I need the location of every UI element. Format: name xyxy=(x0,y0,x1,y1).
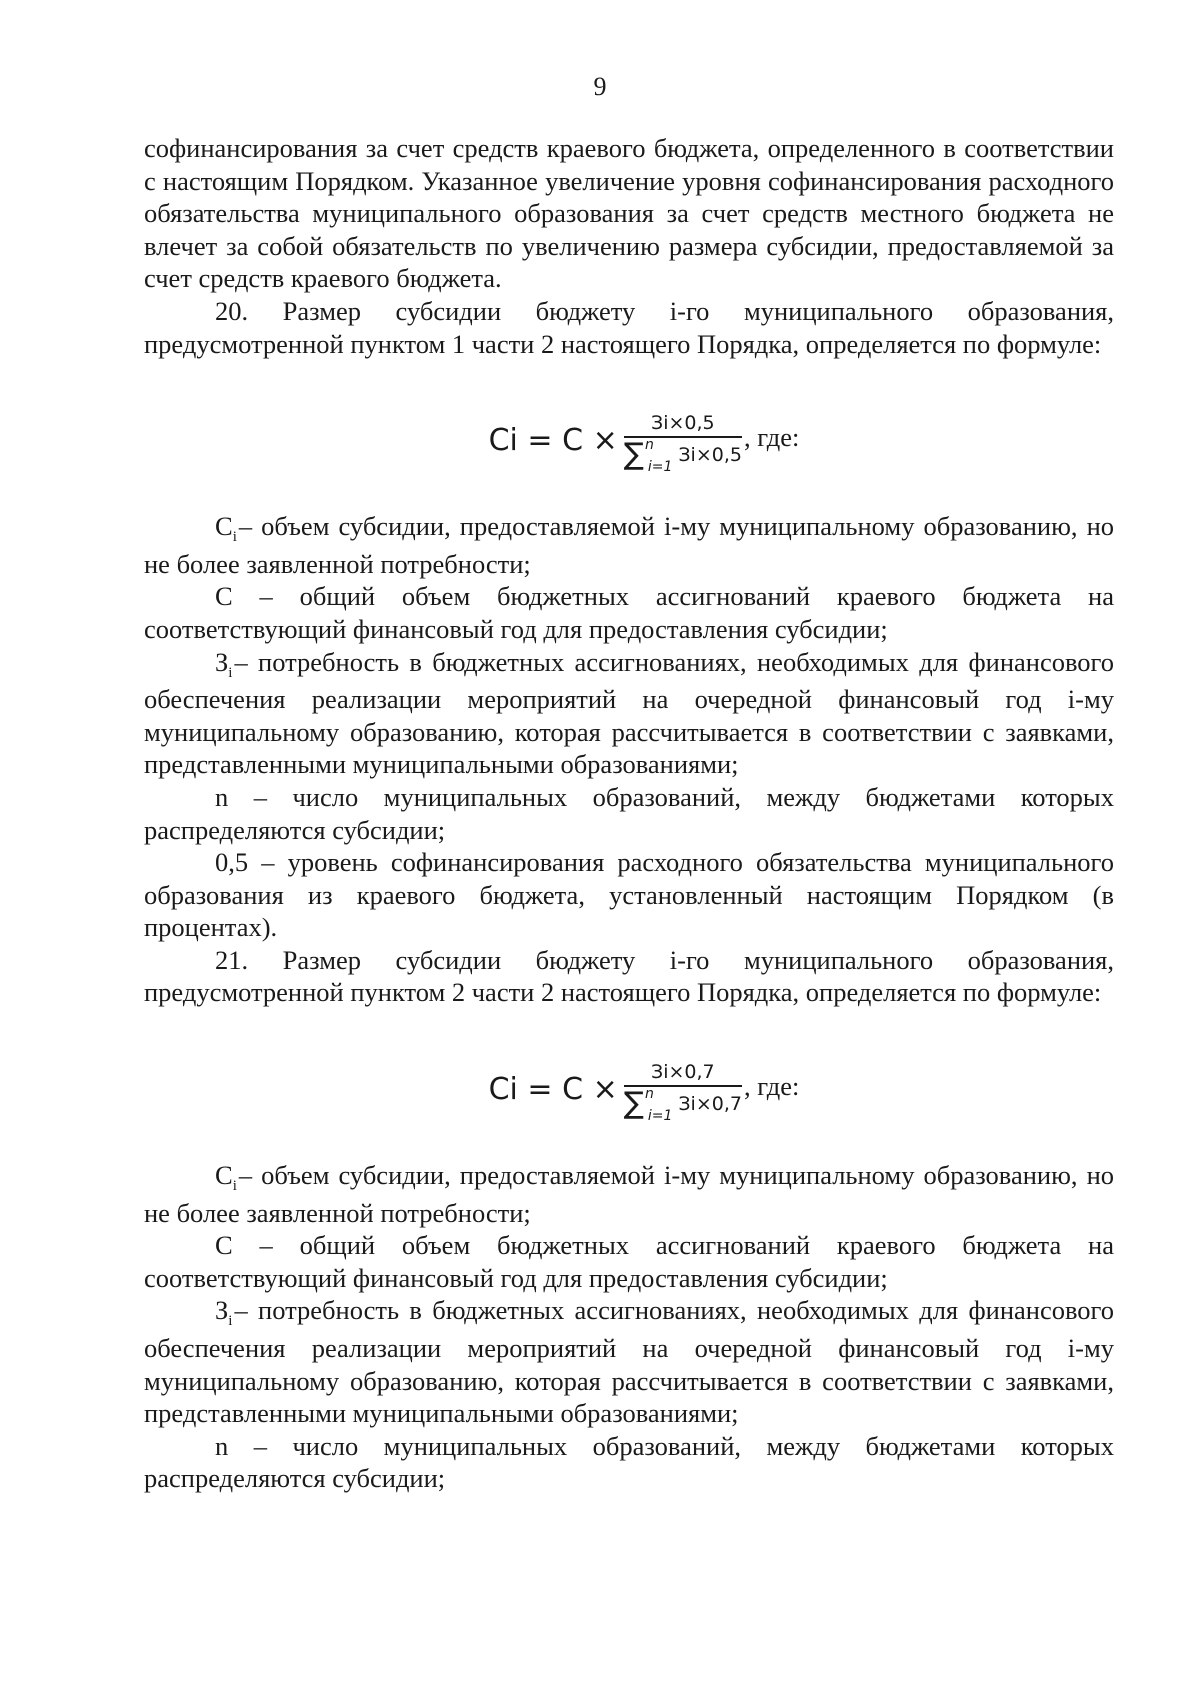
definition-ci-subscript: i xyxy=(232,529,237,546)
definition-zi xyxy=(144,646,1114,781)
definition-zi-2-text: – потребность в бюджетных ассигнованиях, необходимых для финансового обеспечения реализации мероприятий на очередной финансовый год i-му муниципальному образованию, которая рассчитывается в соответствии с заявками, представленными муниципальными образованиями; xyxy=(144,1295,1114,1429)
formula-1-denominator: Зi×0,5 xyxy=(678,443,742,466)
definition-zi-symbol: З xyxy=(215,646,229,677)
definition-ci-symbol: С xyxy=(215,511,233,542)
sum-sign-icon: ∑ xyxy=(623,436,644,472)
formula-1-numerator: Зi×0,5 xyxy=(651,412,715,435)
sum-lower-limit: i=1 xyxy=(647,1107,673,1124)
definition-ci-2 xyxy=(144,1159,1114,1229)
formula-1 xyxy=(144,392,1114,490)
sum-upper-limit: n xyxy=(644,1085,654,1102)
formula-1-denominator-group xyxy=(623,436,742,475)
definition-ci-2-text: – объем субсидии, предоставляемой i-му муниципальному образованию, но не более заявленной потребности; xyxy=(144,1160,1114,1228)
definition-c: С – общий объем бюджетных ассигнований краевого бюджета на соответствующий финансовый год для предоставления субсидии; xyxy=(144,581,1114,644)
definition-c-2: С – общий объем бюджетных ассигнований краевого бюджета на соответствующий финансовый год для предоставления субсидии; xyxy=(144,1230,1114,1293)
formula-2 xyxy=(144,1041,1114,1139)
sum-sign-icon: ∑ xyxy=(623,1085,644,1121)
definition-ci-2-subscript: i xyxy=(232,1178,237,1195)
page-number: 9 xyxy=(593,72,607,101)
paragraph-intro: софинансирования за счет средств краевого бюджета, определенного в соответствии с настоящим Порядком. Указанное увеличение уровня софинансирования расходного обязательства муниципального образования за счет средств местного бюджета не влечет за собой обязательств по увеличению размера субсидии, предоставляемой за счет средств краевого бюджета. xyxy=(144,133,1114,294)
definition-ci-text: – объем субсидии, предоставляемой i-му муниципальному образованию, но не более заявленной потребности; xyxy=(144,511,1114,579)
formula-2-denominator-group xyxy=(623,1085,742,1124)
definition-zi-2-symbol: З xyxy=(215,1295,229,1326)
formula-2-trail: , где: xyxy=(743,1070,800,1101)
definition-ci xyxy=(144,510,1114,580)
definition-rate: 0,5 – уровень софинансирования расходного обязательства муниципального образования из краевого бюджета, установленный настоящим Порядком (в процентах). xyxy=(144,847,1114,943)
sum-lower-limit: i=1 xyxy=(647,458,673,475)
document-body xyxy=(144,132,1114,1495)
formula-2-denominator: Зi×0,7 xyxy=(678,1092,742,1115)
formula-1-fraction xyxy=(623,412,742,475)
paragraph-20: 20. Размер субсидии бюджету i-го муниципального образования, предусмотренной пунктом 1 части 2 настоящего Порядка, определяется по формуле: xyxy=(144,295,1114,359)
sum-operator xyxy=(623,1085,673,1124)
definition-zi-2 xyxy=(144,1294,1114,1429)
paragraph-21: 21. Размер субсидии бюджету i-го муниципального образования, предусмотренной пунктом 2 части 2 настоящего Порядка, определяется по формуле: xyxy=(144,944,1114,1008)
definition-zi-subscript: i xyxy=(228,664,233,681)
formula-1-lhs: Ci = C × xyxy=(488,423,618,459)
formula-1-trail: , где: xyxy=(743,421,800,452)
formula-2-lhs: Ci = C × xyxy=(488,1072,618,1108)
definition-zi-text: – потребность в бюджетных ассигнованиях, необходимых для финансового обеспечения реализации мероприятий на очередной финансовый год i-му муниципальному образованию, которая рассчитывается в соответствии с заявками, представленными муниципальными образованиями; xyxy=(144,646,1114,780)
definition-n: n – число муниципальных образований, между бюджетами которых распределяются субсидии; xyxy=(144,781,1114,845)
sum-operator xyxy=(623,436,673,475)
sum-upper-limit: n xyxy=(644,436,654,453)
definition-n-2: n – число муниципальных образований, между бюджетами которых распределяются субсидии; xyxy=(144,1430,1114,1494)
formula-2-fraction xyxy=(623,1061,742,1124)
definition-zi-2-subscript: i xyxy=(228,1313,233,1330)
formula-2-numerator: Зi×0,7 xyxy=(651,1061,715,1084)
definition-ci-2-symbol: С xyxy=(215,1160,233,1191)
